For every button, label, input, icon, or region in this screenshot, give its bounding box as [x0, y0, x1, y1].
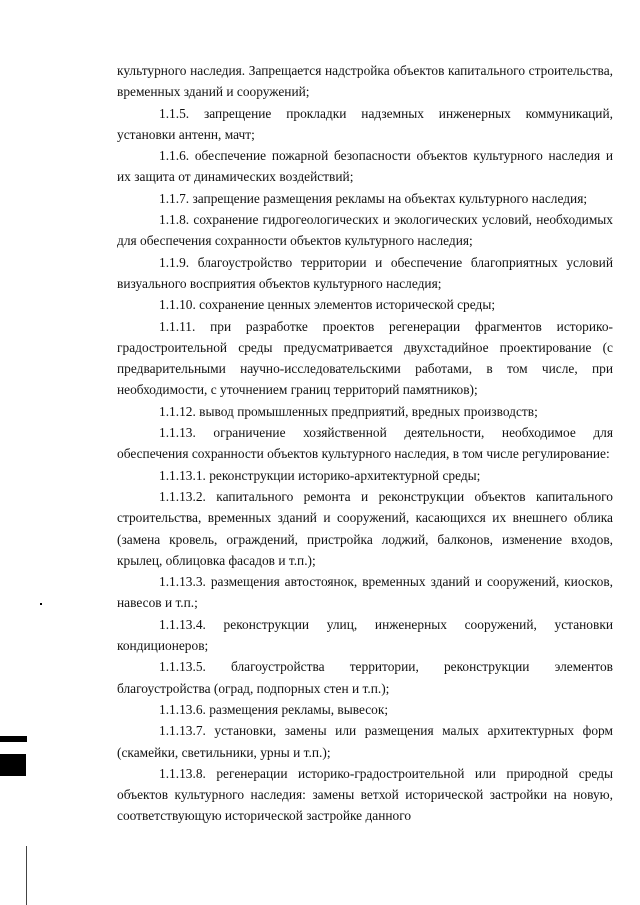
- paragraph-1-1-12: 1.1.12. вывод промышленных предприятий, вредных производств;: [159, 403, 538, 419]
- paragraph-1-1-6: 1.1.6. обеспечение пожарной безопасности объектов культурного наследия и их защита от динамических воздействий;: [117, 148, 613, 185]
- paragraph-1-1-13-7: 1.1.13.7. установки, замены или размещения малых архитектурных форм (скамейки, светильники, урны и т.п.);: [117, 723, 613, 760]
- paragraph-1-1-13-6: 1.1.13.6. размещения рекламы, вывесок;: [159, 701, 389, 717]
- paragraph-1-1-11: 1.1.11. при разработке проектов регенерации фрагментов историко-градостроительной среды предусматривается двухстадийное проектирование (с предварительными научно-исследовательскими работами, в том числе, при необходимости, с уточнением границ территорий памятников);: [117, 318, 613, 398]
- scan-speck: [40, 603, 42, 605]
- scan-edge-bar: [0, 736, 27, 742]
- paragraph-1-1-13-1: 1.1.13.1. реконструкции историко-архитектурной среды;: [159, 467, 481, 483]
- paragraph-1-1-10: 1.1.10. сохранение ценных элементов исторической среды;: [159, 297, 496, 313]
- scan-edge-block: [0, 754, 26, 776]
- scan-edge-line: [26, 846, 27, 905]
- paragraph-1-1-13-5: 1.1.13.5. благоустройства территории, реконструкции элементов благоустройства (оград, подпорных стен и т.п.);: [117, 659, 613, 696]
- paragraph-1-1-13-3: 1.1.13.3. размещения автостоянок, временных зданий и сооружений, киосков, навесов и т.п.;: [117, 574, 613, 611]
- paragraph-continuation: культурного наследия. Запрещается надстройка объектов капитального строительства, временных зданий и сооружений;: [117, 63, 613, 100]
- paragraph-1-1-13-2: 1.1.13.2. капитального ремонта и реконструкции объектов капитального строительства, временных зданий и сооружений, касающихся их внешнего облика (замена кровель, ограждений, пристройка лоджий, балконов, изменение входов, крылец, облицовка фасадов и т.п.);: [117, 488, 613, 568]
- paragraph-1-1-9: 1.1.9. благоустройство территории и обеспечение благоприятных условий визуального восприятия объектов культурного наследия;: [117, 254, 613, 291]
- paragraph-1-1-13-8: 1.1.13.8. регенерации историко-градостроительной или природной среды объектов культурного наследия: замены ветхой исторической застройки на новую, соответствующую исторической застройке данного: [117, 765, 613, 824]
- paragraph-1-1-7: 1.1.7. запрещение размещения рекламы на объектах культурного наследия;: [159, 190, 588, 206]
- document-page: [117, 60, 613, 827]
- paragraph-1-1-8: 1.1.8. сохранение гидрогеологических и экологических условий, необходимых для обеспечения сохранности объектов культурного наследия;: [117, 212, 613, 249]
- paragraph-1-1-13-4: 1.1.13.4. реконструкции улиц, инженерных сооружений, установки кондиционеров;: [117, 616, 613, 654]
- paragraph-1-1-13: 1.1.13. ограничение хозяйственной деятельности, необходимое для обеспечения сохранности объектов культурного наследия, в том числе регулирование:: [117, 425, 613, 462]
- paragraph-1-1-5: 1.1.5. запрещение прокладки надземных инженерных коммуникаций, установки антенн, мачт;: [117, 105, 613, 142]
